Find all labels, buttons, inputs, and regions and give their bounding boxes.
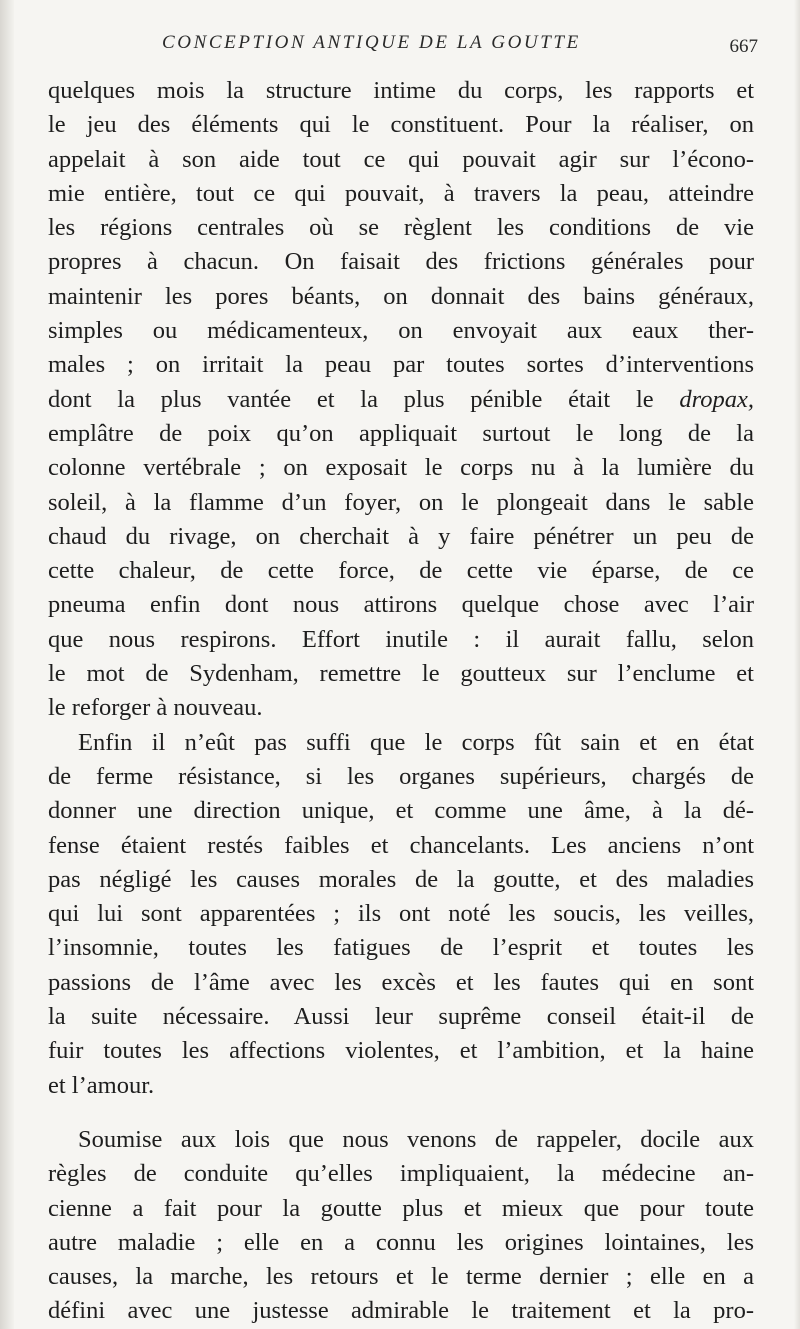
italic-term-dropax: dropax, [679, 385, 754, 413]
text-line: règles de conduite qu’elles impliquaient, la médecine an- [48, 1160, 754, 1188]
text-line: l’insomnie, toutes les fatigues de l’esprit et toutes les [48, 934, 754, 962]
page-number: 667 [729, 36, 758, 57]
text-line: de ferme résistance, si les organes supérieurs, chargés de [48, 762, 754, 790]
running-title: CONCEPTION ANTIQUE DE LA GOUTTE [162, 32, 581, 53]
text-line: appelait à son aide tout ce qui pouvait agir sur l’écono- [48, 145, 754, 173]
text-line: emplâtre de poix qu’on appliquait surtout le long de la [48, 419, 754, 447]
text-line: le mot de Sydenham, remettre le goutteux sur l’enclume et [48, 660, 754, 688]
text-line: chaud du rivage, on cherchait à y faire pénétrer un peu de [48, 522, 754, 550]
text-line: males ; on irritait la peau par toutes sortes d’interventions [48, 351, 754, 379]
paragraph-spacer [48, 1103, 754, 1123]
text-line: quelques mois la structure intime du corps, les rapports et [48, 77, 754, 104]
text-line: fense étaient restés faibles et chancelants. Les anciens n’ont [48, 831, 754, 859]
text-line: maintenir les pores béants, on donnait des bains généraux, [48, 282, 754, 310]
text-line: défini avec une justesse admirable le traitement et la pro- [48, 1297, 754, 1325]
text-line: mie entière, tout ce qui pouvait, à travers la peau, atteindre [48, 179, 754, 207]
text-line: cienne a fait pour la goutte plus et mieux que pour toute [48, 1194, 754, 1222]
text-line: le reforger à nouveau. [48, 694, 263, 722]
text-line: soleil, à la flamme d’un foyer, on le plongeait dans le sable [48, 488, 754, 516]
text-line: colonne vertébrale ; on exposait le corps nu à la lumière du [48, 454, 754, 482]
text-line: pas négligé les causes morales de la goutte, et des maladies [48, 865, 754, 893]
paragraph-2 [48, 726, 754, 1103]
text-line: Soumise aux lois que nous venons de rappeler, docile aux [78, 1125, 754, 1153]
text-line: autre maladie ; elle en a connu les origines lointaines, les [48, 1228, 754, 1256]
text-line: pneuma enfin dont nous attirons quelque chose avec l’air [48, 591, 754, 619]
text-line-with-italic [48, 383, 754, 417]
page-edge [794, 0, 800, 1329]
text-line: propres à chacun. On faisait des frictions générales pour [48, 248, 754, 276]
text-line: le jeu des éléments qui le constituent. Pour la réaliser, on [48, 111, 754, 139]
text-line-segment: dont la plus vantée et la plus pénible était le [48, 385, 654, 413]
text-line: les régions centrales où se règlent les conditions de vie [48, 214, 754, 242]
text-line: fuir toutes les affections violentes, et l’ambition, et la haine [48, 1037, 754, 1065]
paragraph-3 [48, 1123, 754, 1329]
text-line: qui lui sont apparentées ; ils ont noté les soucis, les veilles, [48, 900, 754, 928]
text-line: simples ou médicamenteux, on envoyait aux eaux ther- [48, 317, 754, 345]
text-line: passions de l’âme avec les excès et les fautes qui en sont [48, 968, 754, 996]
text-line: cette chaleur, de cette force, de cette vie éparse, de ce [48, 557, 754, 585]
paragraph-1 [48, 74, 754, 726]
text-line: que nous respirons. Effort inutile : il aurait fallu, selon [48, 625, 754, 653]
body-text [48, 74, 754, 1329]
text-line: Enfin il n’eût pas suffi que le corps fût sain et en état [78, 728, 754, 756]
text-line: la suite nécessaire. Aussi leur suprême conseil était-il de [48, 1003, 754, 1031]
text-line: et l’amour. [48, 1071, 155, 1099]
running-head [48, 32, 758, 62]
text-line: donner une direction unique, et comme une âme, à la dé- [48, 797, 754, 825]
page-gutter-shadow [0, 0, 14, 1329]
text-line: causes, la marche, les retours et le terme dernier ; elle en a [48, 1263, 754, 1291]
